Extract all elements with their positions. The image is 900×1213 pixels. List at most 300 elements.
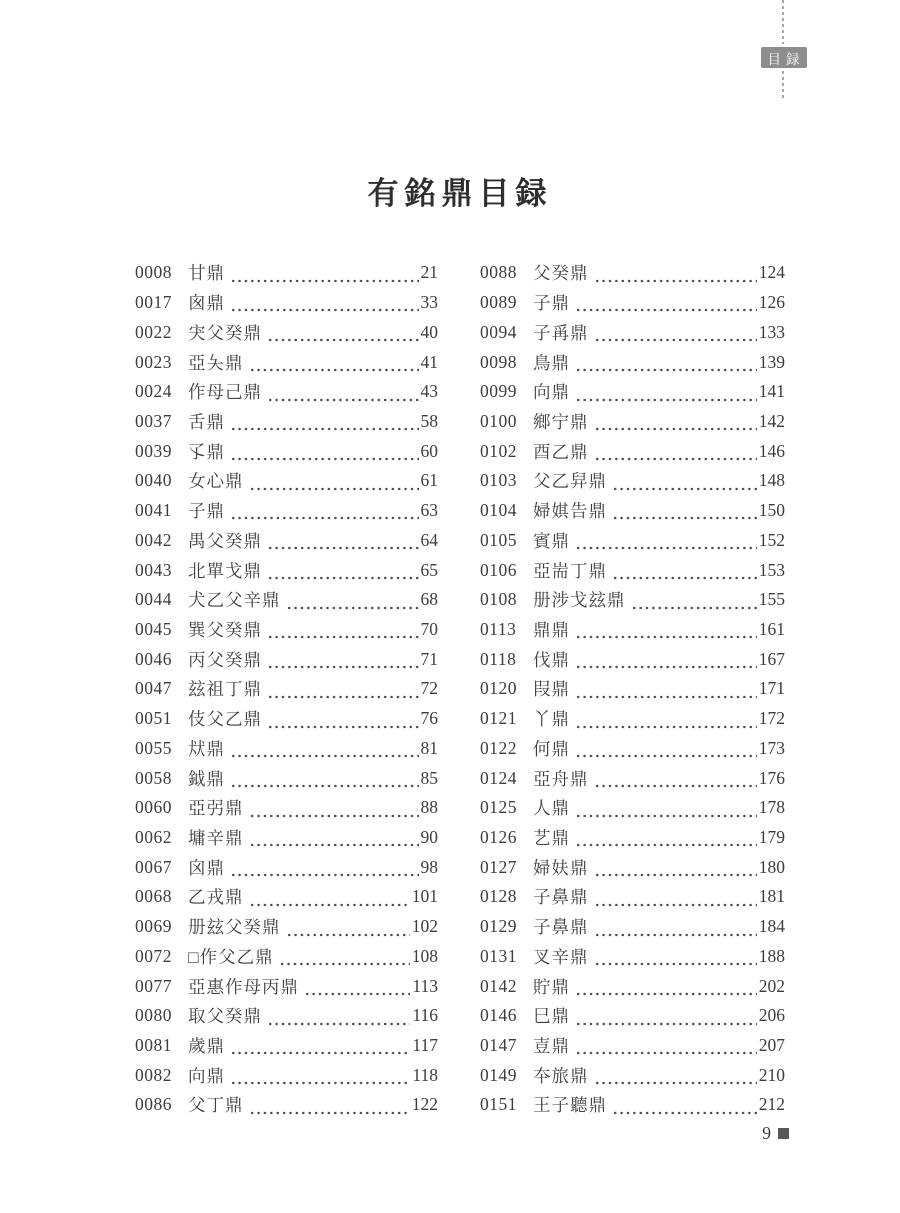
entry-page-number: 21 (420, 262, 438, 283)
entry-vessel-name: 巳鼎 (533, 1006, 570, 1027)
entry-vessel-name: 歲鼎 (188, 1036, 225, 1057)
entry-number: 0055 (135, 737, 172, 758)
toc-entry (480, 793, 785, 823)
entry-number: 0043 (135, 559, 172, 580)
entry-page-number: 58 (420, 410, 438, 431)
entry-page-number: 40 (420, 321, 438, 342)
entry-number: 0106 (480, 559, 517, 580)
entry-page-number: 113 (412, 975, 438, 996)
toc-entry (135, 407, 438, 437)
toc-entry (480, 1001, 785, 1031)
dot-leader (249, 882, 410, 907)
dot-leader (230, 1060, 410, 1085)
toc-column-right (480, 258, 785, 1120)
page-footer (762, 1123, 789, 1143)
toc-entry (135, 793, 438, 823)
dot-leader (230, 436, 419, 461)
dot-leader (249, 823, 419, 848)
footer-square-icon (778, 1128, 789, 1139)
entry-number: 0040 (135, 470, 172, 491)
entry-vessel-name: 父癸鼎 (533, 263, 589, 284)
dot-leader (575, 644, 757, 669)
toc-entry (480, 912, 785, 942)
dot-leader (230, 1031, 410, 1056)
toc-entry (135, 763, 438, 793)
toc-entry (480, 496, 785, 526)
entry-number: 0105 (480, 529, 517, 550)
entry-page-number: 98 (420, 856, 438, 877)
dot-leader (304, 971, 410, 996)
entry-page-number: 116 (412, 1005, 438, 1026)
entry-page-number: 43 (420, 381, 438, 402)
entry-page-number: 68 (420, 589, 438, 610)
dot-leader (594, 258, 757, 283)
toc-entry (135, 674, 438, 704)
toc-entry (135, 436, 438, 466)
entry-vessel-name: 亞夨鼎 (188, 352, 244, 373)
entry-page-number: 167 (758, 648, 785, 669)
entry-page-number: 155 (758, 589, 785, 610)
entry-page-number: 88 (420, 797, 438, 818)
entry-number: 0151 (480, 1094, 517, 1115)
entry-page-number: 102 (411, 916, 438, 937)
toc-entry (135, 852, 438, 882)
entry-page-number: 63 (420, 500, 438, 521)
entry-page-number: 133 (758, 321, 785, 342)
entry-vessel-name: 囟鼎 (188, 857, 225, 878)
dot-leader (575, 734, 757, 759)
entry-number: 0047 (135, 678, 172, 699)
entry-vessel-name: 父丁鼎 (188, 1095, 244, 1116)
entry-number: 0022 (135, 321, 172, 342)
dot-leader (230, 763, 419, 788)
entry-page-number: 141 (758, 381, 785, 402)
toc-entry (135, 525, 438, 555)
entry-vessel-name: 丫鼎 (533, 709, 570, 730)
entry-vessel-name: 册玆父癸鼎 (188, 917, 281, 938)
entry-number: 0041 (135, 500, 172, 521)
dot-leader (575, 823, 757, 848)
dot-leader (594, 436, 757, 461)
dot-leader (230, 852, 419, 877)
dot-leader (594, 407, 757, 432)
toc-entry (135, 1001, 438, 1031)
entry-vessel-name: 艺鼎 (533, 828, 570, 849)
entry-number: 0108 (480, 589, 517, 610)
entry-number: 0023 (135, 351, 172, 372)
toc-entry (135, 615, 438, 645)
entry-vessel-name: 伎父乙鼎 (188, 709, 262, 730)
dot-leader (230, 288, 419, 313)
entry-page-number: 202 (758, 975, 785, 996)
entry-page-number: 117 (412, 1035, 438, 1056)
entry-number: 0042 (135, 529, 172, 550)
entry-page-number: 124 (758, 262, 785, 283)
entry-number: 0077 (135, 975, 172, 996)
dot-leader (575, 1031, 757, 1056)
dot-leader (594, 912, 757, 937)
entry-vessel-name: 作母己鼎 (188, 382, 262, 403)
entry-vessel-name: 亞舟鼎 (533, 768, 589, 789)
entry-vessel-name: 取父癸鼎 (188, 1006, 262, 1027)
entry-vessel-name: 鉞鼎 (188, 768, 225, 789)
dot-leader (612, 1090, 757, 1115)
entry-number: 0125 (480, 797, 517, 818)
entry-vessel-name: 女心鼎 (188, 471, 244, 492)
toc-entry (480, 525, 785, 555)
entry-number: 0146 (480, 1005, 517, 1026)
dot-leader (286, 585, 419, 610)
entry-number: 0126 (480, 827, 517, 848)
dot-leader (267, 615, 419, 640)
entry-number: 0067 (135, 856, 172, 877)
entry-number: 0131 (480, 945, 517, 966)
entry-page-number: 181 (758, 886, 785, 907)
section-tab-label: 目録 (767, 51, 805, 67)
dot-leader (230, 496, 419, 521)
dot-leader (230, 407, 419, 432)
entry-page-number: 61 (420, 470, 438, 491)
entry-number: 0060 (135, 797, 172, 818)
entry-vessel-name: 舌鼎 (188, 411, 225, 432)
entry-number: 0100 (480, 410, 517, 431)
dot-leader (575, 525, 757, 550)
entry-page-number: 184 (758, 916, 785, 937)
toc-entry (135, 377, 438, 407)
dot-leader (279, 942, 410, 967)
page-title: 有銘鼎目録 (367, 176, 553, 211)
entry-page-number: 90 (420, 827, 438, 848)
entry-vessel-name: 叚鼎 (533, 679, 570, 700)
entry-vessel-name: 册涉戈玆鼎 (533, 590, 626, 611)
entry-vessel-name: 向鼎 (188, 1065, 225, 1086)
entry-number: 0086 (135, 1094, 172, 1115)
entry-vessel-name: 婦妋鼎 (533, 857, 589, 878)
toc-entry (480, 823, 785, 853)
entry-page-number: 152 (758, 529, 785, 550)
entry-page-number: 60 (420, 440, 438, 461)
dot-leader (249, 793, 419, 818)
entry-vessel-name: 巽父癸鼎 (188, 619, 262, 640)
entry-page-number: 71 (420, 648, 438, 669)
entry-vessel-name: 人鼎 (533, 798, 570, 819)
entry-page-number: 148 (758, 470, 785, 491)
entry-vessel-name: 丙父癸鼎 (188, 649, 262, 670)
folio-number: 9 (762, 1122, 771, 1143)
toc-entry (480, 466, 785, 496)
dot-leader (594, 317, 757, 342)
entry-number: 0039 (135, 440, 172, 461)
toc-entry (480, 1031, 785, 1061)
entry-number: 0122 (480, 737, 517, 758)
entry-vessel-name: 子鼎 (533, 293, 570, 314)
toc-entry (135, 942, 438, 972)
entry-page-number: 210 (758, 1064, 785, 1085)
dot-leader (230, 258, 419, 283)
dot-leader (267, 377, 419, 402)
entry-page-number: 81 (420, 737, 438, 758)
toc-entry (480, 852, 785, 882)
entry-number: 0051 (135, 708, 172, 729)
entry-number: 0099 (480, 381, 517, 402)
toc-entry (135, 704, 438, 734)
toc-entry (135, 288, 438, 318)
dot-leader (267, 704, 419, 729)
toc-entry (480, 317, 785, 347)
entry-vessel-name: 酉乙鼎 (533, 441, 589, 462)
toc-entry (480, 288, 785, 318)
entry-vessel-name: 乙戎鼎 (188, 887, 244, 908)
toc-entry (480, 971, 785, 1001)
toc-entry (135, 734, 438, 764)
entry-number: 0024 (135, 381, 172, 402)
entry-number: 0098 (480, 351, 517, 372)
entry-page-number: 212 (758, 1094, 785, 1115)
entry-number: 0103 (480, 470, 517, 491)
entry-number: 0062 (135, 827, 172, 848)
entry-page-number: 146 (758, 440, 785, 461)
entry-number: 0104 (480, 500, 517, 521)
entry-number: 0094 (480, 321, 517, 342)
entry-vessel-name: 甘鼎 (188, 263, 225, 284)
entry-number: 0102 (480, 440, 517, 461)
dot-leader (249, 347, 419, 372)
dot-leader (575, 674, 757, 699)
entry-page-number: 161 (758, 618, 785, 639)
entry-vessel-name: 犬乙父辛鼎 (188, 590, 281, 611)
toc-entry (135, 882, 438, 912)
entry-vessel-name: 子爯鼎 (533, 322, 589, 343)
entry-number: 0081 (135, 1035, 172, 1056)
entry-vessel-name: 禺父癸鼎 (188, 530, 262, 551)
dot-leader (230, 734, 419, 759)
entry-vessel-name: □作父乙鼎 (188, 946, 274, 967)
dot-leader (267, 525, 419, 550)
entry-page-number: 126 (758, 292, 785, 313)
toc-entry (135, 1031, 438, 1061)
entry-vessel-name: 鳥鼎 (533, 352, 570, 373)
entry-number: 0118 (480, 648, 517, 669)
entry-vessel-name: 賓鼎 (533, 530, 570, 551)
table-of-contents (135, 258, 785, 1120)
entry-page-number: 150 (758, 500, 785, 521)
corner-dashed-line-bottom (782, 71, 784, 100)
toc-entry (480, 347, 785, 377)
dot-leader (575, 377, 757, 402)
entry-vessel-name: 囪鼎 (188, 293, 225, 314)
toc-entry (135, 971, 438, 1001)
dot-leader (575, 704, 757, 729)
toc-entry (480, 882, 785, 912)
entry-page-number: 206 (758, 1005, 785, 1026)
entry-number: 0082 (135, 1064, 172, 1085)
toc-entry (135, 644, 438, 674)
toc-entry (135, 823, 438, 853)
entry-number: 0121 (480, 708, 517, 729)
dot-leader (612, 555, 757, 580)
entry-number: 0072 (135, 945, 172, 966)
dot-leader (594, 852, 757, 877)
entry-page-number: 118 (412, 1064, 438, 1085)
dot-leader (267, 1001, 410, 1026)
entry-page-number: 188 (758, 945, 785, 966)
corner-dashed-line-top (782, 0, 784, 44)
entry-number: 0120 (480, 678, 517, 699)
dot-leader (267, 674, 419, 699)
entry-vessel-name: 㹜鼎 (188, 738, 225, 759)
toc-entry (480, 585, 785, 615)
dot-leader (612, 496, 757, 521)
entry-number: 0149 (480, 1064, 517, 1085)
entry-page-number: 171 (758, 678, 785, 699)
toc-entry (480, 1090, 785, 1120)
dot-leader (575, 615, 757, 640)
toc-entry (480, 615, 785, 645)
entry-vessel-name: 向鼎 (533, 382, 570, 403)
entry-vessel-name: 墉辛鼎 (188, 828, 244, 849)
toc-entry (135, 347, 438, 377)
toc-column-left (135, 258, 438, 1120)
entry-page-number: 64 (420, 529, 438, 550)
entry-vessel-name: 伐鼎 (533, 649, 570, 670)
entry-page-number: 85 (420, 767, 438, 788)
toc-entry (480, 644, 785, 674)
entry-page-number: 70 (420, 618, 438, 639)
dot-leader (594, 763, 757, 788)
toc-entry (135, 258, 438, 288)
entry-number: 0058 (135, 767, 172, 788)
dot-leader (631, 585, 757, 610)
toc-entry (135, 1090, 438, 1120)
entry-page-number: 172 (758, 708, 785, 729)
section-tab (761, 47, 807, 68)
entry-vessel-name: 宊父癸鼎 (188, 322, 262, 343)
dot-leader (575, 288, 757, 313)
toc-entry (480, 1060, 785, 1090)
entry-vessel-name: 何鼎 (533, 738, 570, 759)
entry-page-number: 179 (758, 827, 785, 848)
entry-vessel-name: 亞耑丁鼎 (533, 560, 607, 581)
dot-leader (267, 644, 419, 669)
entry-number: 0128 (480, 886, 517, 907)
entry-vessel-name: 鼎鼎 (533, 619, 570, 640)
dot-leader (594, 1060, 757, 1085)
entry-number: 0068 (135, 886, 172, 907)
entry-vessel-name: 子鼻鼎 (533, 887, 589, 908)
entry-vessel-name: 王子聽鼎 (533, 1095, 607, 1116)
entry-number: 0113 (480, 618, 517, 639)
toc-entry (480, 942, 785, 972)
entry-number: 0046 (135, 648, 172, 669)
entry-number: 0129 (480, 916, 517, 937)
entry-vessel-name: 父乙舁鼎 (533, 471, 607, 492)
toc-entry (480, 407, 785, 437)
entry-vessel-name: 壴鼎 (533, 1036, 570, 1057)
dot-leader (594, 882, 757, 907)
entry-page-number: 178 (758, 797, 785, 818)
entry-vessel-name: 叉辛鼎 (533, 946, 589, 967)
dot-leader (575, 793, 757, 818)
dot-leader (249, 1090, 410, 1115)
entry-vessel-name: 婦娸告鼎 (533, 501, 607, 522)
dot-leader (267, 555, 419, 580)
entry-vessel-name: 子鼻鼎 (533, 917, 589, 938)
entry-number: 0127 (480, 856, 517, 877)
dot-leader (575, 971, 757, 996)
dot-leader (249, 466, 419, 491)
toc-entry (135, 466, 438, 496)
toc-entry (135, 912, 438, 942)
toc-entry (135, 585, 438, 615)
dot-leader (575, 347, 757, 372)
entry-page-number: 72 (420, 678, 438, 699)
entry-page-number: 180 (758, 856, 785, 877)
toc-entry (480, 674, 785, 704)
dot-leader (286, 912, 410, 937)
entry-number: 0124 (480, 767, 517, 788)
toc-entry (135, 496, 438, 526)
entry-number: 0080 (135, 1005, 172, 1026)
entry-number: 0045 (135, 618, 172, 639)
entry-page-number: 207 (758, 1035, 785, 1056)
entry-number: 0037 (135, 410, 172, 431)
entry-vessel-name: 孓鼎 (188, 441, 225, 462)
entry-number: 0088 (480, 262, 517, 283)
entry-vessel-name: 亞惠作母丙鼎 (188, 976, 299, 997)
dot-leader (612, 466, 757, 491)
entry-page-number: 65 (420, 559, 438, 580)
entry-page-number: 153 (758, 559, 785, 580)
toc-entry (480, 436, 785, 466)
entry-number: 0069 (135, 916, 172, 937)
toc-entry (480, 763, 785, 793)
toc-entry (135, 555, 438, 585)
toc-entry (135, 317, 438, 347)
entry-number: 0147 (480, 1035, 517, 1056)
entry-number: 0044 (135, 589, 172, 610)
entry-page-number: 142 (758, 410, 785, 431)
entry-vessel-name: 亞弜鼎 (188, 798, 244, 819)
toc-entry (480, 555, 785, 585)
entry-number: 0017 (135, 292, 172, 313)
entry-vessel-name: 夲旅鼎 (533, 1065, 589, 1086)
entry-vessel-name: 子鼎 (188, 501, 225, 522)
toc-entry (135, 1060, 438, 1090)
dot-leader (267, 317, 419, 342)
dot-leader (594, 942, 757, 967)
entry-page-number: 76 (420, 708, 438, 729)
entry-page-number: 176 (758, 767, 785, 788)
toc-entry (480, 377, 785, 407)
entry-number: 0089 (480, 292, 517, 313)
entry-page-number: 139 (758, 351, 785, 372)
toc-entry (480, 734, 785, 764)
entry-page-number: 122 (411, 1094, 438, 1115)
entry-number: 0142 (480, 975, 517, 996)
entry-vessel-name: 玆祖丁鼎 (188, 679, 262, 700)
toc-entry (480, 258, 785, 288)
entry-page-number: 33 (420, 292, 438, 313)
entry-page-number: 41 (420, 351, 438, 372)
toc-entry (480, 704, 785, 734)
entry-vessel-name: 鄉宁鼎 (533, 411, 589, 432)
dot-leader (575, 1001, 757, 1026)
entry-page-number: 101 (411, 886, 438, 907)
entry-page-number: 108 (411, 945, 438, 966)
entry-number: 0008 (135, 262, 172, 283)
entry-vessel-name: 貯鼎 (533, 976, 570, 997)
entry-page-number: 173 (758, 737, 785, 758)
